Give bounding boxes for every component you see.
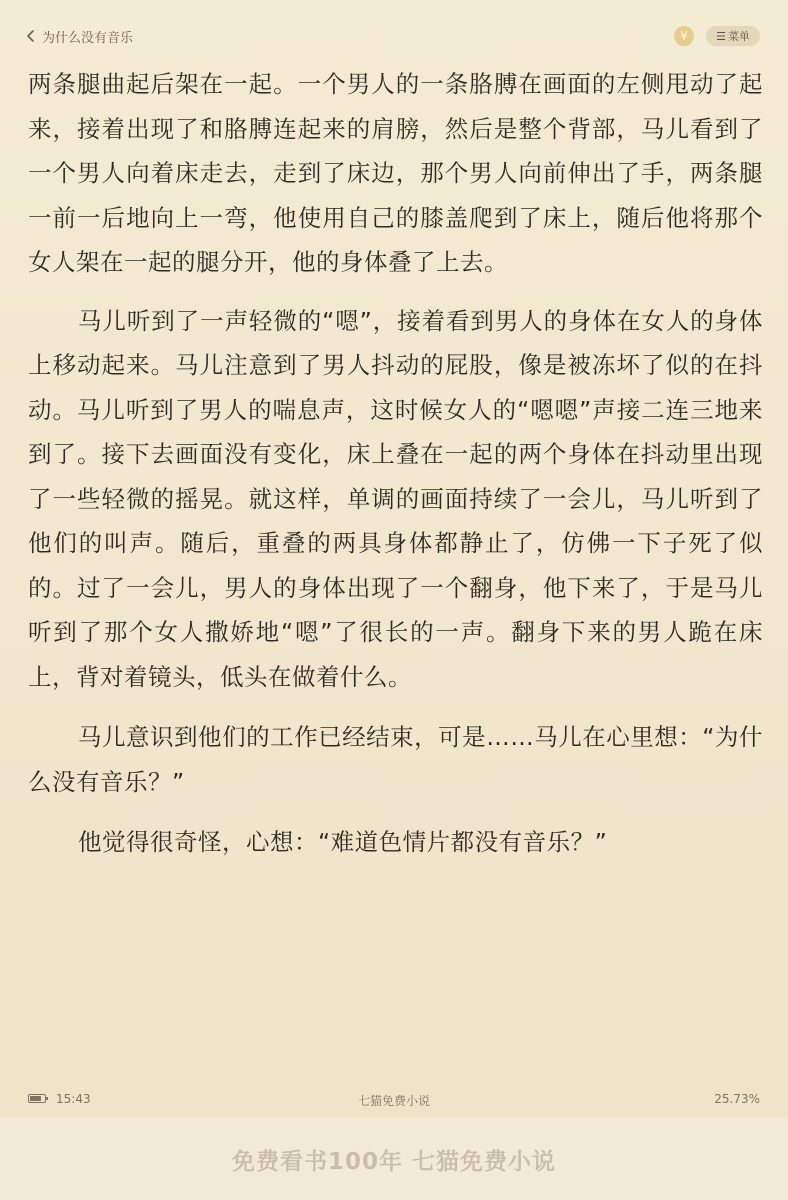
- coin-icon[interactable]: ¥: [674, 26, 694, 46]
- reading-progress: 25.73%: [714, 1092, 760, 1106]
- chapter-text: [28, 62, 763, 865]
- banner-text: 免费看书100年 七猫免费小说: [231, 1148, 557, 1175]
- chevron-left-icon: [24, 26, 38, 46]
- clock: 15:43: [56, 1092, 91, 1106]
- paragraph: 他觉得很奇怪，心想：“难道色情片都没有音乐？”: [78, 828, 608, 856]
- promo-banner[interactable]: [0, 1118, 788, 1200]
- paragraph: 马儿意识到他们的工作已经结束，可是……马儿在心里想：“为什么没有音乐？”: [28, 723, 763, 796]
- back-button[interactable]: [24, 24, 133, 48]
- paragraph: 马儿听到了一声轻微的“嗯”，接着看到男人的身体在女人的身体上移动起来。马儿注意到了男人抖动的屁股，像是被冻坏了似的在抖动。马儿听到了男人的喘息声，这时候女人的“嗯嗯”声接二连三地来到了。接下去画面没有变化，床上叠在一起的两个身体在抖动里出现了一些轻微的摇晃。就这样，单调的画面持续了一会儿，马儿听到了他们的叫声。随后，重叠的两具身体都静止了，仿佛一下子死了似的。过了一会儿，男人的身体出现了一个翻身，他下来了，于是马儿听到了那个女人撒娇地“嗯”了很长的一声。翻身下来的男人跪在床上，背对着镜头，低头在做着什么。: [28, 306, 763, 691]
- chapter-title: 为什么没有音乐: [42, 30, 134, 46]
- menu-icon: ☰: [716, 29, 726, 43]
- app-name: 七猫免费小说: [357, 1094, 430, 1108]
- menu-button[interactable]: [706, 26, 760, 46]
- top-bar: [0, 0, 788, 56]
- status-bar: [0, 1086, 788, 1114]
- paragraph: 两条腿曲起后架在一起。一个男人的一条胳膊在画面的左侧甩动了起来，接着出现了和胳膊连起来的肩膀，然后是整个背部，马儿看到了一个男人向着床走去，走到了床边，那个男人向前伸出了手，两条腿一前一后地向上一弯，他使用自己的膝盖爬到了床上，随后他将那个女人架在一起的腿分开，他的身体叠了上去。: [28, 70, 763, 276]
- menu-label: 菜单: [727, 30, 750, 43]
